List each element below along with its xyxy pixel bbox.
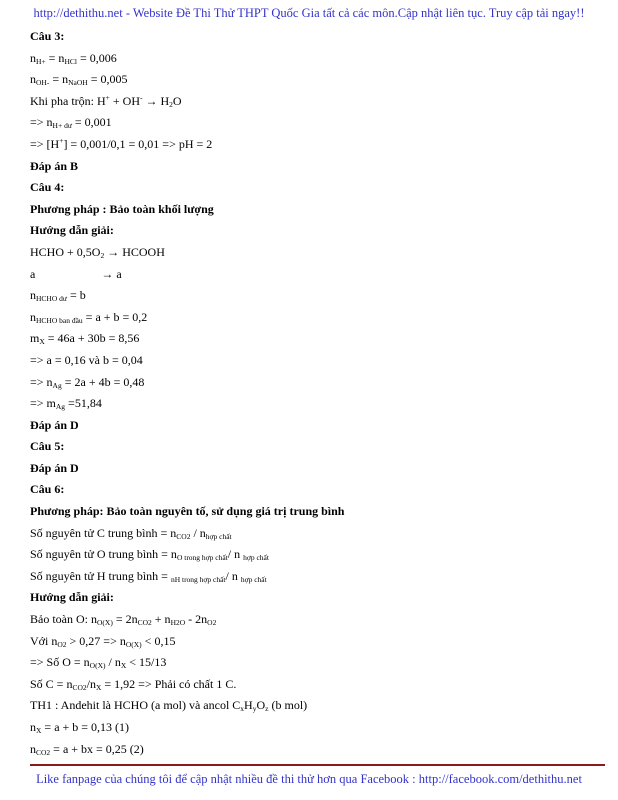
question-4-line-5: $m_X = 46a + 30b = 8,56$ (30, 331, 140, 347)
question-4-guide: Hướng dẫn giải: (30, 223, 114, 238)
footer-divider (30, 764, 605, 766)
question-4-answer: Đáp án D (30, 417, 79, 432)
question-6-line-7: $n_{CO2} = a$ + bx = 0,25 (2) (30, 741, 144, 757)
question-4-line-4: $n_{HCHO ban đầu} = a + b = 0,2$ (30, 309, 148, 325)
question-6-method: Phương pháp: Bảo toàn nguyên tố, sử dụng giá trị trung bình (30, 504, 345, 519)
document-body (30, 26, 600, 760)
question-6-line-6: $n_X = a + b = 0,13$ (1) (30, 720, 130, 735)
header-link[interactable]: http://dethithu.net - Website Đề Thi Thử THPT Quốc Gia tất cả các môn.Cập nhật liên tục. Truy cập tải ngay!! (33, 6, 585, 20)
question-4-line-7: => $n_{Ag} = 2a + 4b = 0,48$ (30, 374, 145, 390)
question-3-line-5: => [H+] = 0,001/0,1 = 0,01 => pH = 2 (30, 135, 213, 151)
question-6-hydrogen-average: Số nguyên tử H trung bình = $_{nH trong hợp chất}$/ n $_{hợp chất}$ (30, 568, 267, 584)
question-5-title: Câu 5: (30, 439, 65, 454)
question-3-answer: Đáp án B (30, 158, 79, 173)
question-3-title: Câu 3: (30, 29, 65, 43)
question-4-title: Câu 4: (30, 180, 65, 195)
question-6-guide: Hướng dẫn giải: (30, 590, 114, 605)
question-6-line-5: TH1 : Andehit là HCHO (a mol) và ancol $C_xH_yO_z$ (b mol) (30, 698, 308, 714)
question-3-line-1: $n_{H+} = n_{HCl} = 0,006$ (30, 50, 117, 66)
question-6-line-1: Bảo toàn O: $n_{O(X)} = 2n_{CO2} + n_{H2O} - 2n_{O2}$ (30, 612, 217, 628)
question-6-title: Câu 6: (30, 482, 65, 497)
question-4-reaction: HCHO + $0,5O_2$ → HCOOH (30, 244, 165, 260)
question-3-line-3: Khi pha trộn: $H^+ + OH^- \to H_2O$ (30, 92, 182, 109)
question-6-oxygen-average: Số nguyên tử O trung bình = $n_{O trong hợp chất}/$ n $_{hợp chất}$ (30, 547, 269, 563)
question-6-line-3: => Số $O = n_{O(X)} / n_X < 15/13$ (30, 655, 167, 671)
question-3-line-2: $n_{OH-} = n_{NaOH} = 0,005$ (30, 72, 128, 88)
question-4-line-3: $n_{HCHO dư} = b$ (30, 288, 86, 304)
question-6-line-2: Với $n_{O2} > 0,27 => n_{O(X)} < 0,15$ (30, 633, 176, 649)
question-4-method: Phương pháp : Bảo toàn khối lượng (30, 201, 214, 216)
question-5-answer: Đáp án D (30, 460, 79, 475)
question-6-carbon-average: Số nguyên tử C trung bình = $n_{CO2} / n_{hợp chất}$ (30, 525, 232, 541)
question-4-line-8: => $m_{Ag} =51,84$ (30, 396, 102, 412)
footer-link[interactable]: Like fanpage của chúng tôi để cập nhật nhiều đề thi thử hơn qua Facebook : http://facebook.com/dethithu.net (36, 772, 582, 786)
question-3-line-4: => $n_{H+ dư} = 0,001$ (30, 115, 112, 131)
question-4-moles: a → a (30, 266, 122, 281)
question-6-line-4: Số $C = n_{CO2}/n_X = 1,92$ => Phải có chất 1 C. (30, 676, 237, 692)
question-4-line-6: => a = 0,16 và b = 0,04 (30, 352, 143, 367)
